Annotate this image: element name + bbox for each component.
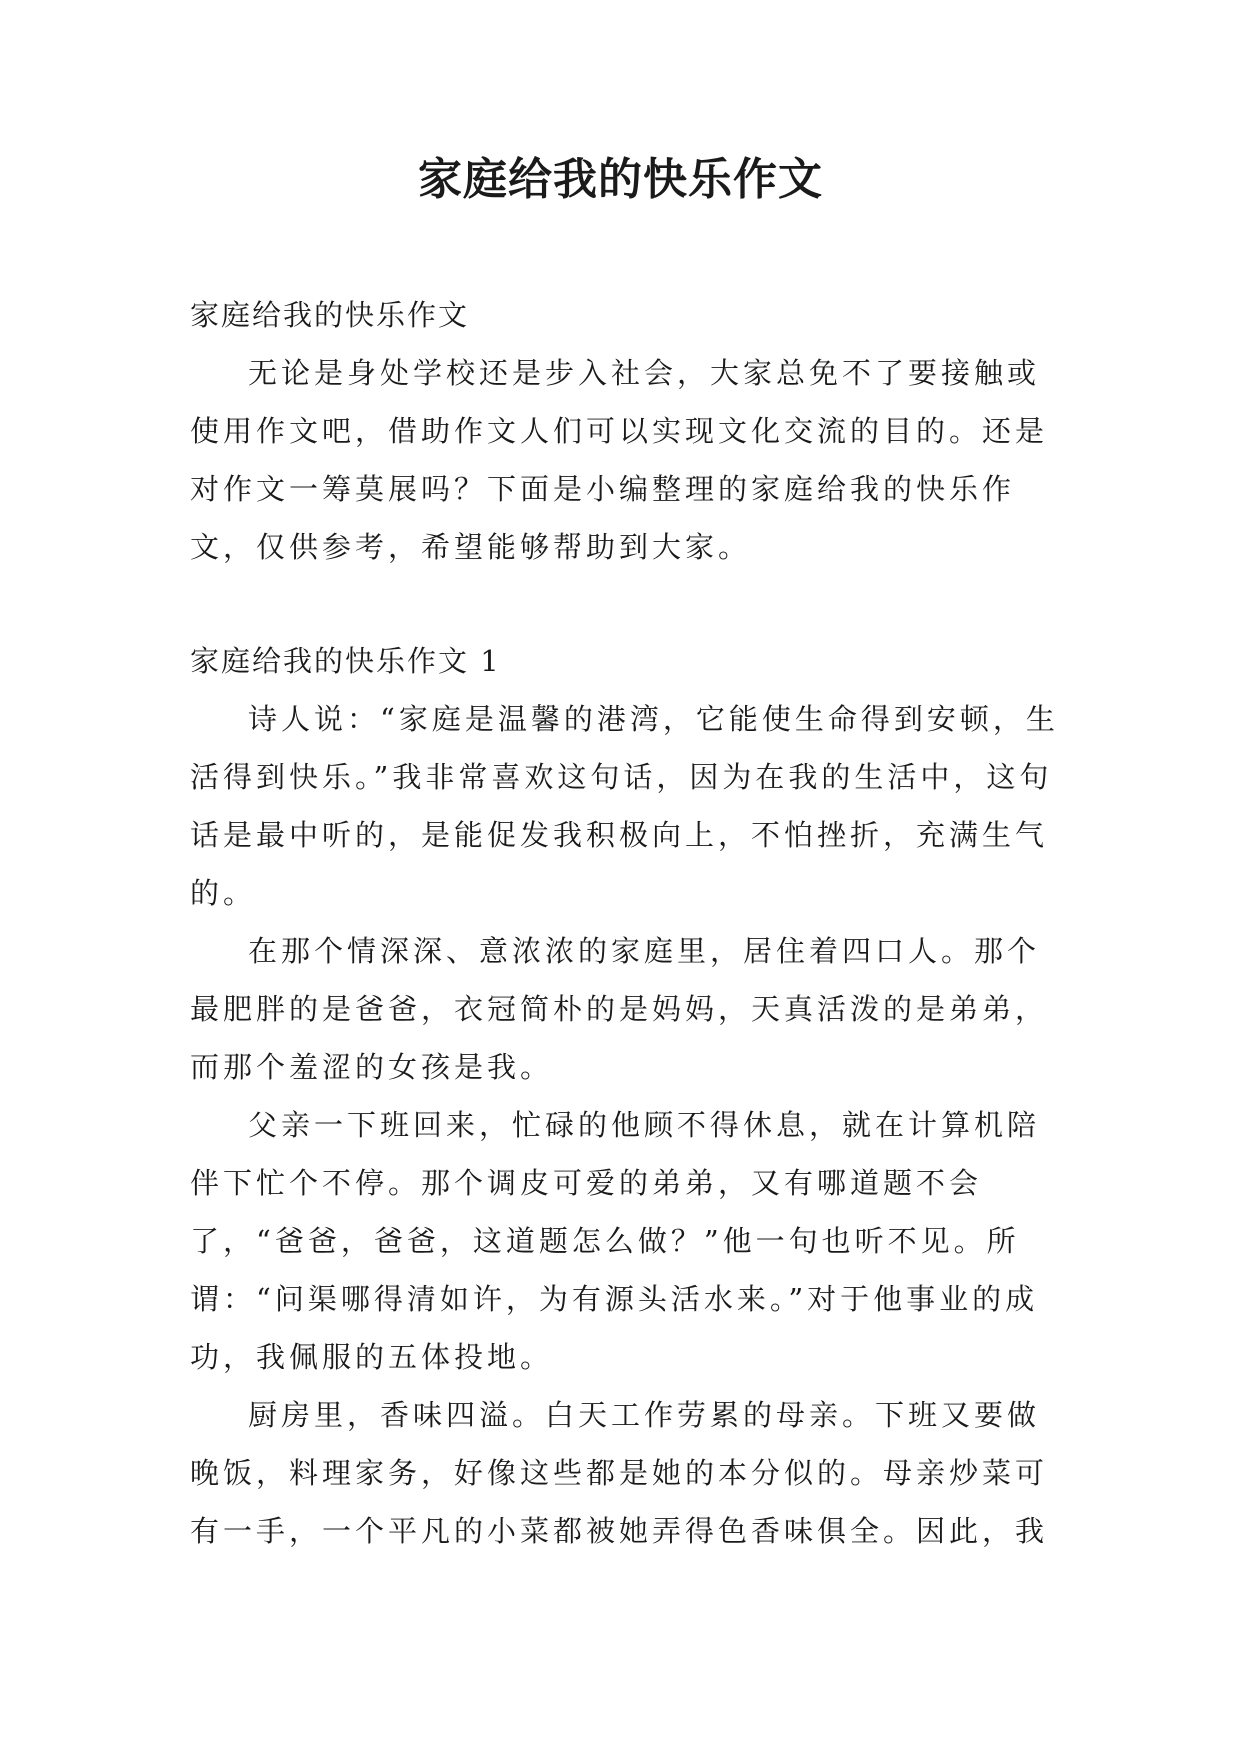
essay-paragraph: 厨房里，香味四溢。白天工作劳累的母亲。下班又要做晚饭，料理家务，好像这些都是她的本分似的。母亲炒菜可有一手，一个平凡的小菜都被她弄得色香味俱全。因此，我 [190, 1398, 1049, 1548]
intro-heading: 家庭给我的快乐作文 [190, 298, 470, 332]
document-title: 家庭给我的快乐作文 [418, 154, 823, 205]
document-body [190, 286, 1060, 1560]
section-spacer [190, 576, 1060, 632]
essay-paragraph: 父亲一下班回来，忙碌的他顾不得休息，就在计算机陪伴下忙个不停。那个调皮可爱的弟弟，又有哪道题不会了，“爸爸，爸爸，这道题怎么做？”他一句也听不见。所谓：“问渠哪得清如许，为有源头活水来。”对于他事业的成功，我佩服的五体投地。 [190, 1108, 1041, 1374]
intro-paragraph: 无论是身处学校还是步入社会，大家总免不了要接触或使用作文吧，借助作文人们可以实现文化交流的目的。还是对作文一筹莫展吗？下面是小编整理的家庭给我的快乐作文，仅供参考，希望能够帮助到大家。 [190, 356, 1049, 564]
essay-heading: 家庭给我的快乐作文 1 [190, 644, 501, 678]
essay-paragraph: 诗人说：“家庭是温馨的港湾，它能使生命得到安顿，生活得到快乐。”我非常喜欢这句话，因为在我的生活中，这句话是最中听的，是能促发我积极向上，不怕挫折，充满生气的。 [190, 702, 1059, 910]
essay-paragraph: 在那个情深深、意浓浓的家庭里，居住着四口人。那个最肥胖的是爸爸，衣冠简朴的是妈妈，天真活泼的是弟弟，而那个羞涩的女孩是我。 [190, 934, 1049, 1084]
